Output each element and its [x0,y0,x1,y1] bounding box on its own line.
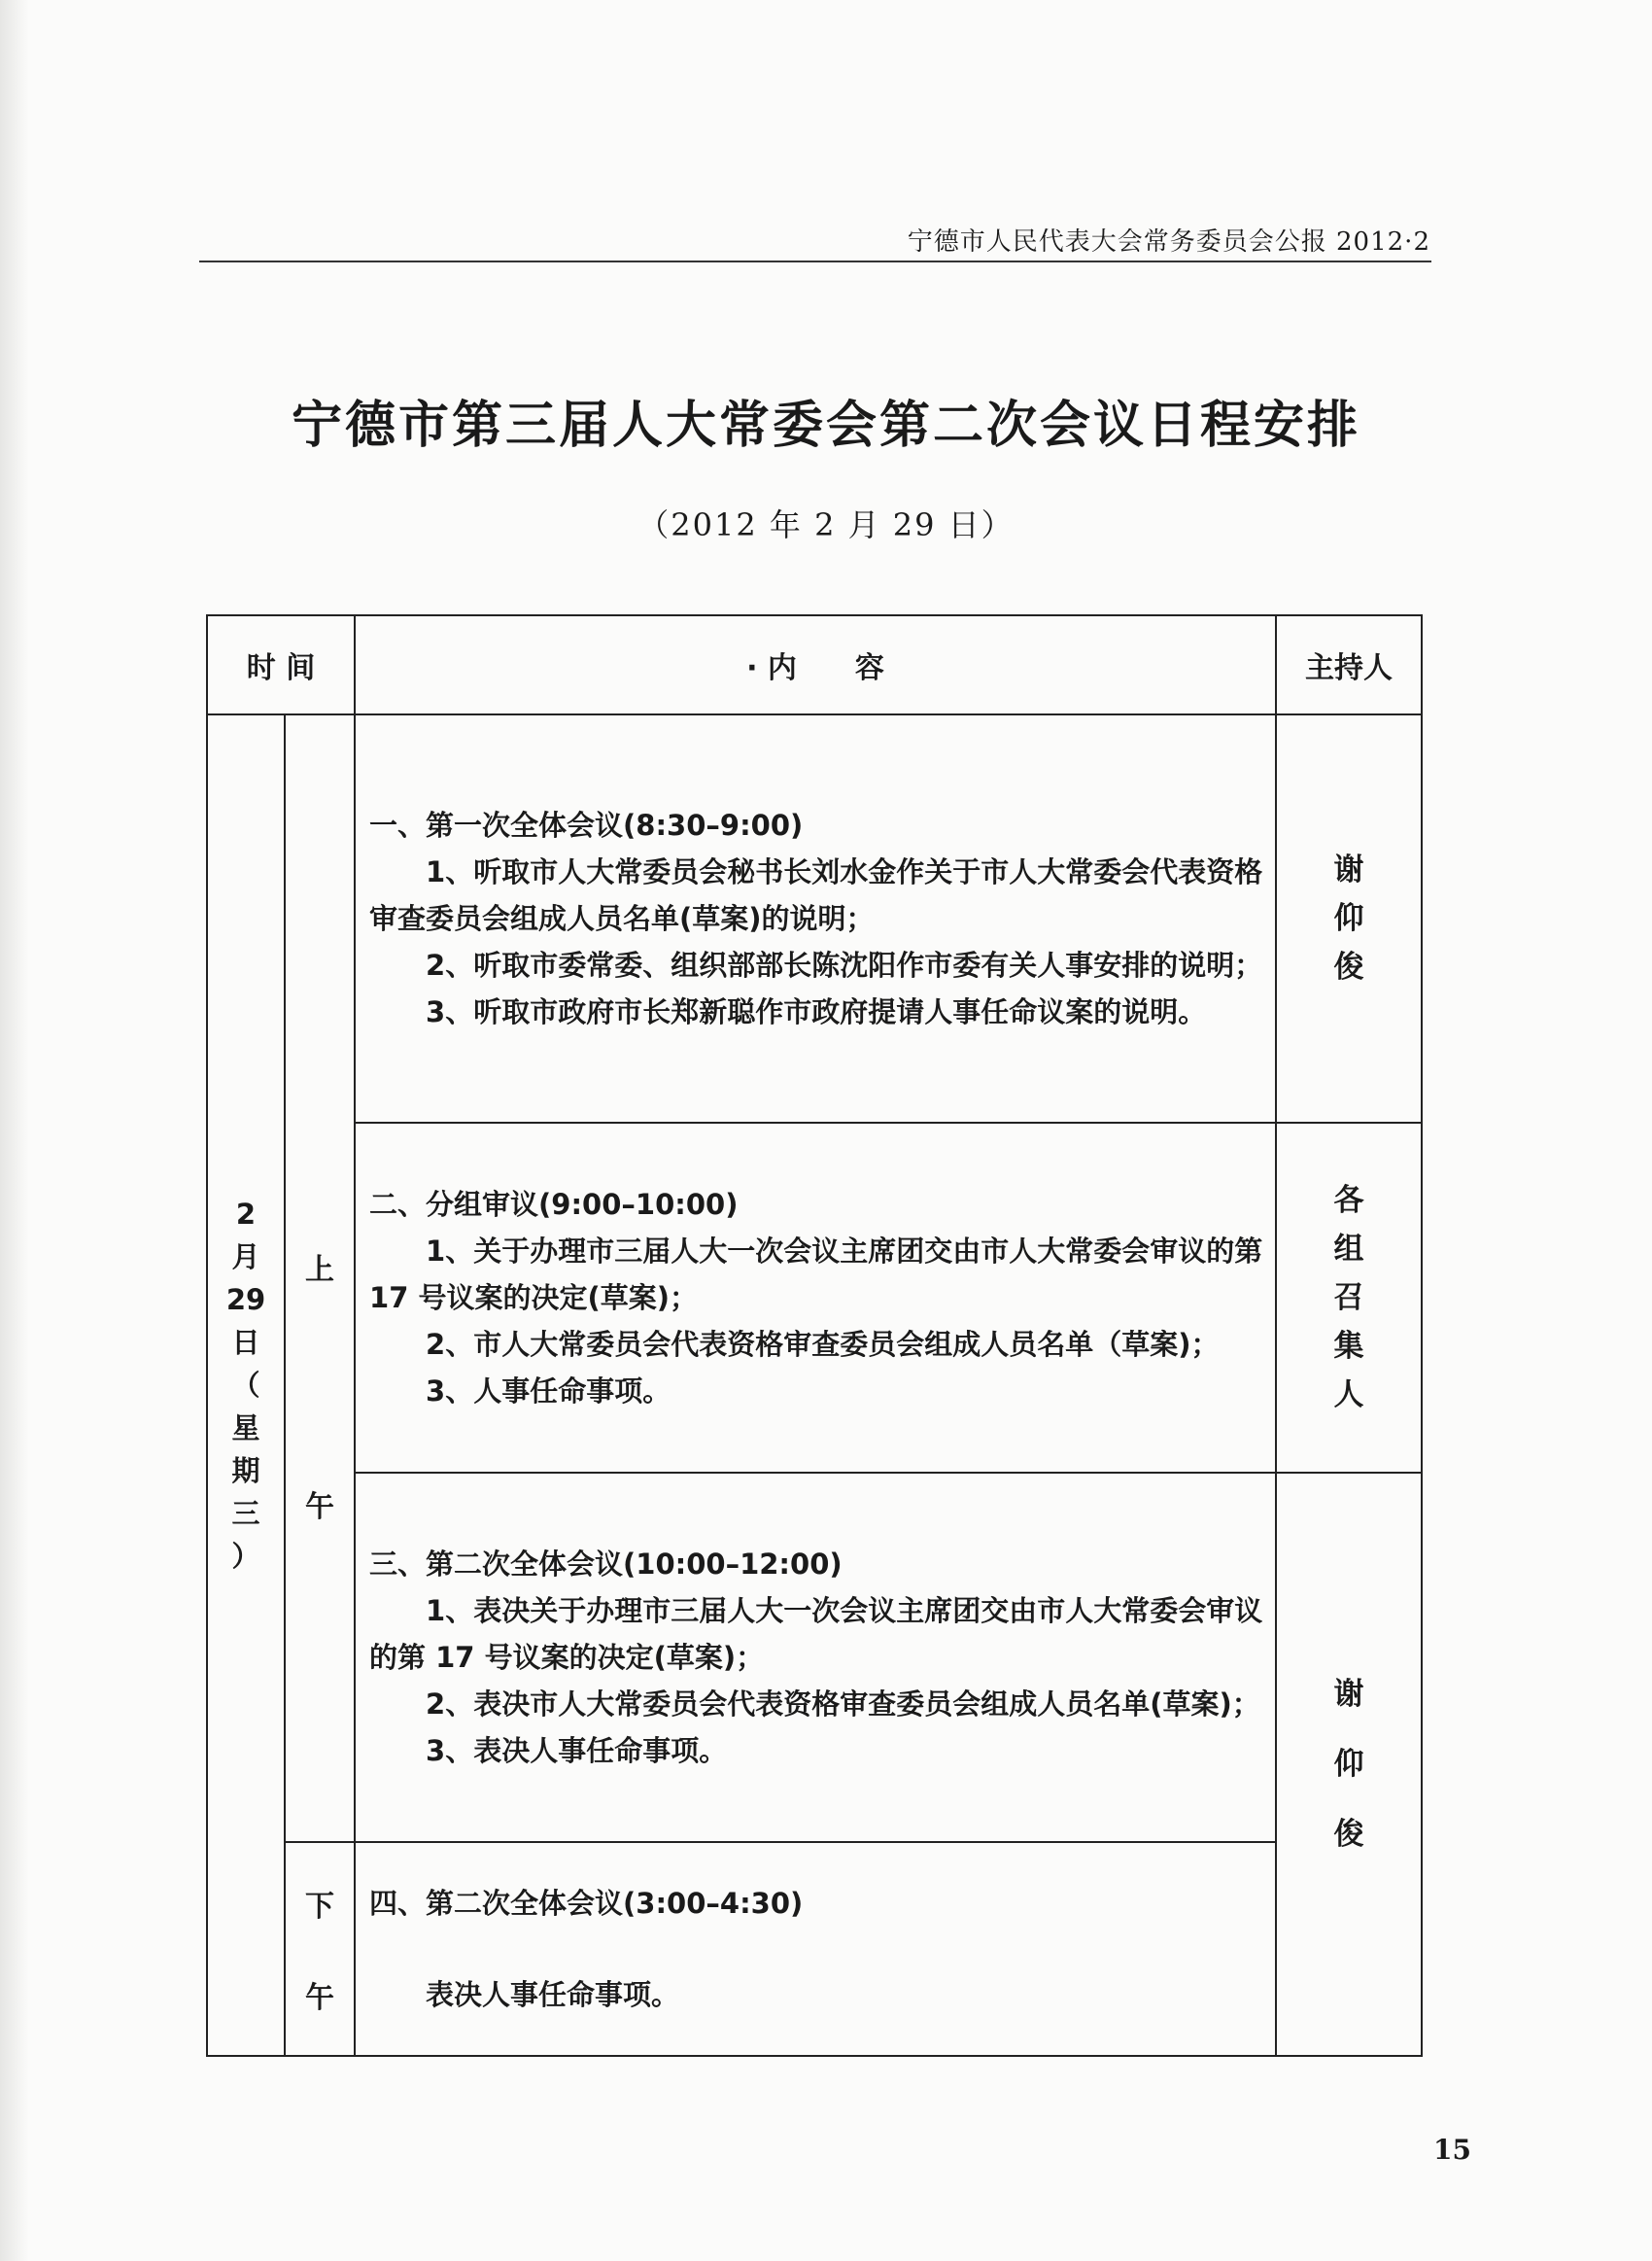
session-3-content [355,1473,1276,1842]
session-item: 2、市人大常委员会代表资格审查委员会组成人员名单（草案)； [426,1328,1220,1361]
host-cell-1: 谢 仰 俊 [1276,714,1422,1123]
session-item: 2、听取市委常委、组织部部长陈沈阳作市委有关人事安排的说明； [426,949,1263,982]
table-row [207,1842,1422,2056]
session-4-content [355,1842,1276,2056]
session-heading: 四、第二次全体会议(3:00–4:30) [369,1887,804,1920]
table-row [207,1473,1422,1842]
scan-edge-shadow [0,0,29,2261]
session-1-content [355,714,1276,1123]
session-item: 1、表决关于办理市三届人大一次会议主席团交由市人大常委会审议的第 17 号议案的决定(草案)； [369,1594,1263,1674]
host-cell-3: 谢 仰 俊 [1276,1473,1422,2056]
period-morning: 上 午 [285,714,355,1842]
period-afternoon: 下 午 [285,1842,355,2056]
table-row [207,714,1422,1123]
session-item: 表决人事任命事项。 [426,1978,680,2011]
header-host: 主持人 [1276,615,1422,714]
session-heading: 三、第二次全体会议(10:00–12:00) [369,1548,843,1581]
date-cell: 2 月 29 日 （ 星 期 三 ） [207,714,285,2056]
session-2-content [355,1123,1276,1473]
session-heading: 一、第一次全体会议(8:30–9:00) [369,809,804,842]
session-heading: 二、分组审议(9:00–10:00) [369,1188,739,1221]
header-rule [199,261,1431,262]
header-time: 时 间 [207,615,355,714]
session-item: 3、人事任命事项。 [426,1374,671,1408]
session-item: 3、表决人事任命事项。 [426,1734,728,1767]
host-cell-2: 各 组 召 集 人 [1276,1123,1422,1473]
header-content: · 内 容 [355,615,1276,714]
table-row [207,1123,1422,1473]
page-number: 15 [1433,2134,1471,2166]
page-title: 宁德市第三届人大常委会第二次会议日程安排 [291,397,1360,455]
table-header-row [207,615,1422,714]
schedule-table [206,614,1423,2057]
page-subtitle: （2012 年 2 月 29 日） [637,506,1015,543]
session-item: 3、听取市政府市长郑新聪作市政府提请人事任命议案的说明。 [426,995,1207,1028]
running-head: 宁德市人民代表大会常务委员会公报 2012·2 [907,227,1430,257]
session-item: 2、表决市人大常委员会代表资格审查委员会组成人员名单(草案)； [426,1687,1260,1721]
session-item: 1、听取市人大常委员会秘书长刘水金作关于市人大常委会代表资格审查委员会组成人员名单(草案)的说明； [369,855,1263,935]
session-item: 1、关于办理市三届人大一次会议主席团交由市人大常委会审议的第 17 号议案的决定(草案)； [369,1235,1263,1314]
